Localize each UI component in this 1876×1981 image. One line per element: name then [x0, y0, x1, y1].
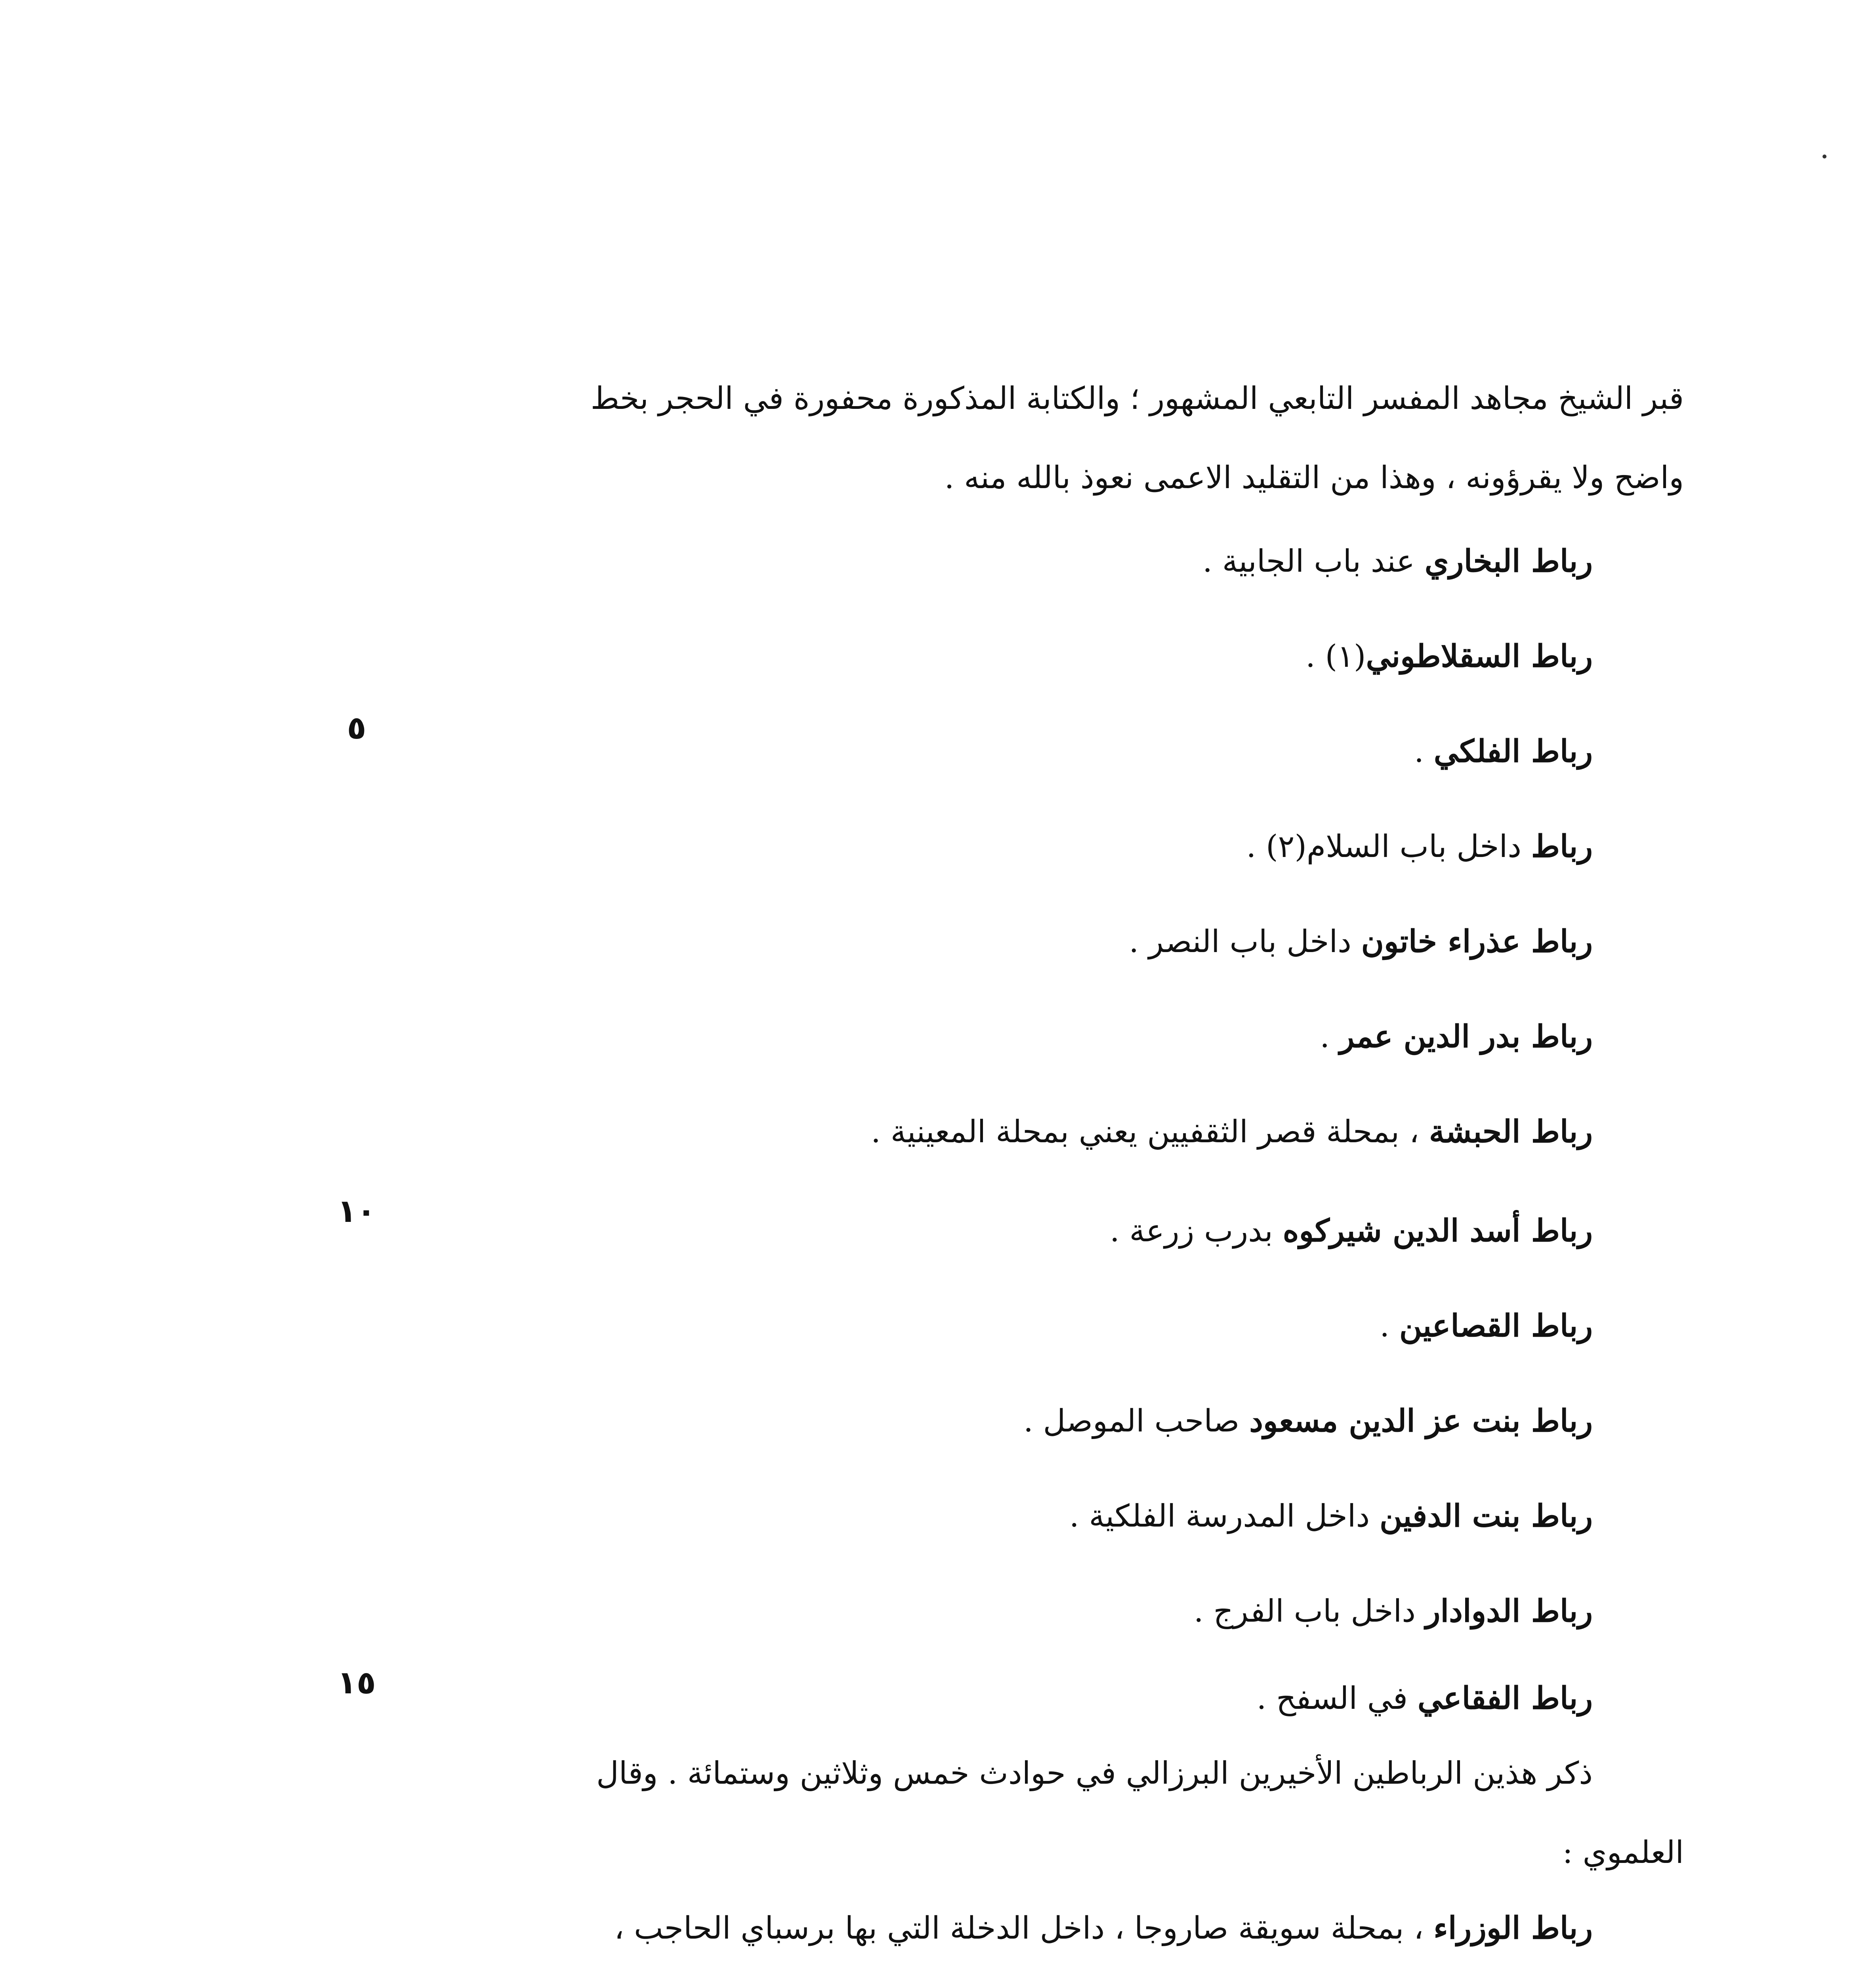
entry-title: رباط أسد الدين شيركوه	[1282, 1213, 1593, 1249]
entry-title: رباط بنت عز الدين مسعود	[1249, 1403, 1593, 1439]
entry-text: داخل باب السلام(٢) .	[1246, 829, 1531, 865]
entry-text: داخل المدرسة الفلكية .	[1069, 1498, 1380, 1534]
entry-text: داخل باب النصر .	[1129, 924, 1361, 960]
paragraph-line: العلموي :	[1562, 1835, 1684, 1870]
entry-text: .	[1380, 1308, 1399, 1344]
entry-adhra-khatun	[396, 923, 1593, 961]
entry-text: ، بمحلة سويقة صاروجا ، داخل الدخلة التي بها برسباي الحاجب ،	[614, 1910, 1434, 1946]
line-number: ٥	[347, 709, 366, 746]
entry-text: داخل باب الفرج .	[1193, 1594, 1426, 1629]
entry-title: رباط	[1531, 828, 1593, 865]
entry-title: رباط الفقاعي	[1417, 1680, 1593, 1716]
entry-title: رباط السقلاطوني	[1366, 638, 1593, 674]
entry-saqlatuni	[396, 638, 1593, 676]
scan-speck	[1823, 155, 1826, 158]
entry-title: رباط بنت الدفين	[1379, 1498, 1593, 1534]
entry-title: رباط الحبشة	[1429, 1114, 1593, 1150]
entry-badr-al-din	[396, 1018, 1593, 1056]
line-number: ١٥	[337, 1664, 376, 1701]
entry-bukhari	[396, 543, 1593, 580]
entry-title: رباط عذراء خاتون	[1361, 924, 1593, 960]
entry-title: رباط الوزراء	[1433, 1910, 1593, 1946]
entry-habasha	[396, 1113, 1593, 1151]
entry-falaki	[396, 733, 1593, 771]
entry-bint-izz-al-din	[396, 1403, 1593, 1440]
entry-bab-salam	[396, 828, 1593, 866]
entry-text: صاحب الموصل .	[1023, 1403, 1250, 1439]
entry-dawadar	[396, 1593, 1593, 1630]
entry-text: ، بمحلة قصر الثقفيين يعني بمحلة المعينية .	[871, 1114, 1429, 1150]
entry-title: رباط الدوادار	[1425, 1593, 1593, 1629]
entry-fuqqai	[396, 1680, 1593, 1718]
entry-shirkuh	[396, 1212, 1593, 1250]
entry-wuzara	[396, 1910, 1593, 1947]
entry-text: في السفح .	[1256, 1681, 1418, 1716]
paragraph-line: ذكر هذين الرباطين الأخيرين البرزالي في حوادث خمس وثلاثين وستمائة . وقال	[596, 1756, 1593, 1791]
entry-title: رباط البخاري	[1424, 543, 1593, 579]
entry-text: (١) .	[1305, 639, 1366, 674]
entry-text: .	[1414, 734, 1434, 769]
paragraph-line: واضح ولا يقرؤونه ، وهذا من التقليد الاعمى نعوذ بالله منه .	[944, 460, 1684, 496]
paragraph-line: قبر الشيخ مجاهد المفسر التابعي المشهور ؛ والكتابة المذكورة محفورة في الحجر بخط	[590, 381, 1684, 416]
entry-title: رباط الفلكي	[1433, 733, 1593, 769]
entry-title: رباط بدر الدين عمر	[1339, 1019, 1593, 1055]
line-number: ١٠	[337, 1193, 376, 1229]
entry-title: رباط القصاعين	[1399, 1308, 1593, 1344]
entry-text: عند باب الجابية .	[1202, 544, 1425, 579]
entry-text: بدرب زرعة .	[1109, 1213, 1283, 1249]
entry-qassain	[396, 1307, 1593, 1345]
entry-text: .	[1320, 1019, 1340, 1055]
entry-bint-al-dafin	[396, 1498, 1593, 1535]
